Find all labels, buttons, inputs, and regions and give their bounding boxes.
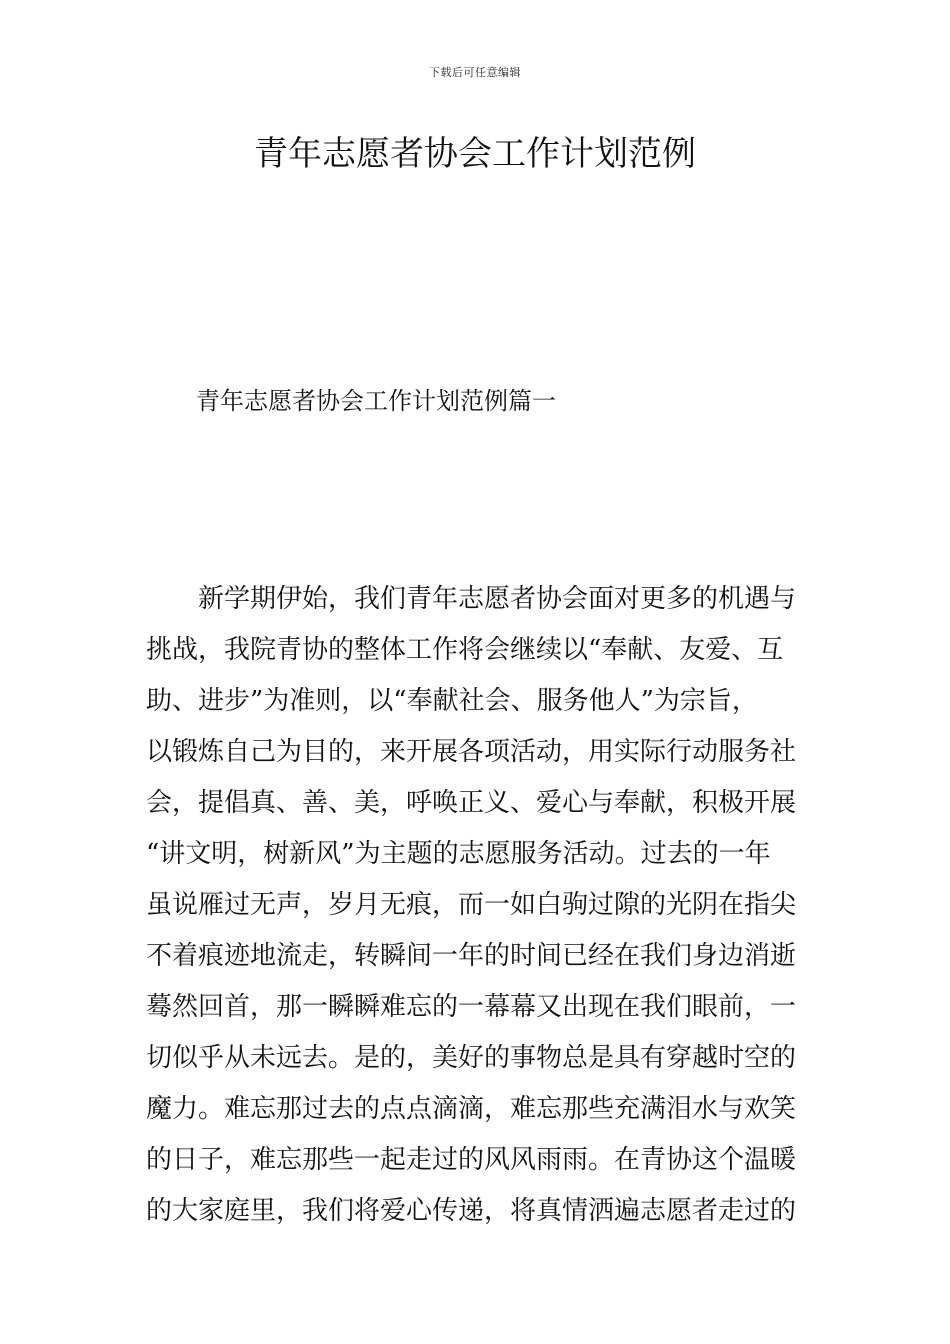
body-line: “讲文明，树新风”为主题的志愿服务活动。过去的一年 <box>146 839 771 869</box>
body-line: 虽说雁过无声，岁月无痕，而一如白驹过隙的光阴在指尖 <box>146 890 797 920</box>
body-line: 会，提倡真、善、美，呼唤正义、爱心与奉献，积极开展 <box>146 788 797 818</box>
body-line: 的大家庭里，我们将爱心传递，将真情洒遍志愿者走过的 <box>146 1196 797 1226</box>
body-line: 的日子，难忘那些一起走过的风风雨雨。在青协这个温暖 <box>146 1145 797 1175</box>
body-line: 助、进步”为准则，以“奉献社会、服务他人”为宗旨， <box>146 686 758 716</box>
body-line: 以锻炼自己为目的，来开展各项活动，用实际行动服务社 <box>146 737 797 767</box>
header-note: 下载后可任意编辑 <box>429 66 521 79</box>
document-title: 青年志愿者协会工作计划范例 <box>254 134 696 174</box>
body-line: 蓦然回首，那一瞬瞬难忘的一幕幕又出现在我们眼前，一 <box>146 992 797 1022</box>
body-line: 切似乎从未远去。是的，美好的事物总是具有穿越时空的 <box>146 1043 797 1073</box>
body-line: 不着痕迹地流走，转瞬间一年的时间已经在我们身边消逝 <box>146 941 797 971</box>
body-line: 挑战，我院青协的整体工作将会继续以“奉献、友爱、互 <box>146 635 784 665</box>
section-heading: 青年志愿者协会工作计划范例篇一 <box>196 387 556 415</box>
body-line: 魔力。难忘那过去的点点滴滴，难忘那些充满泪水与欢笑 <box>146 1094 797 1124</box>
body-line: 新学期伊始，我们青年志愿者协会面对更多的机遇与 <box>146 584 797 614</box>
